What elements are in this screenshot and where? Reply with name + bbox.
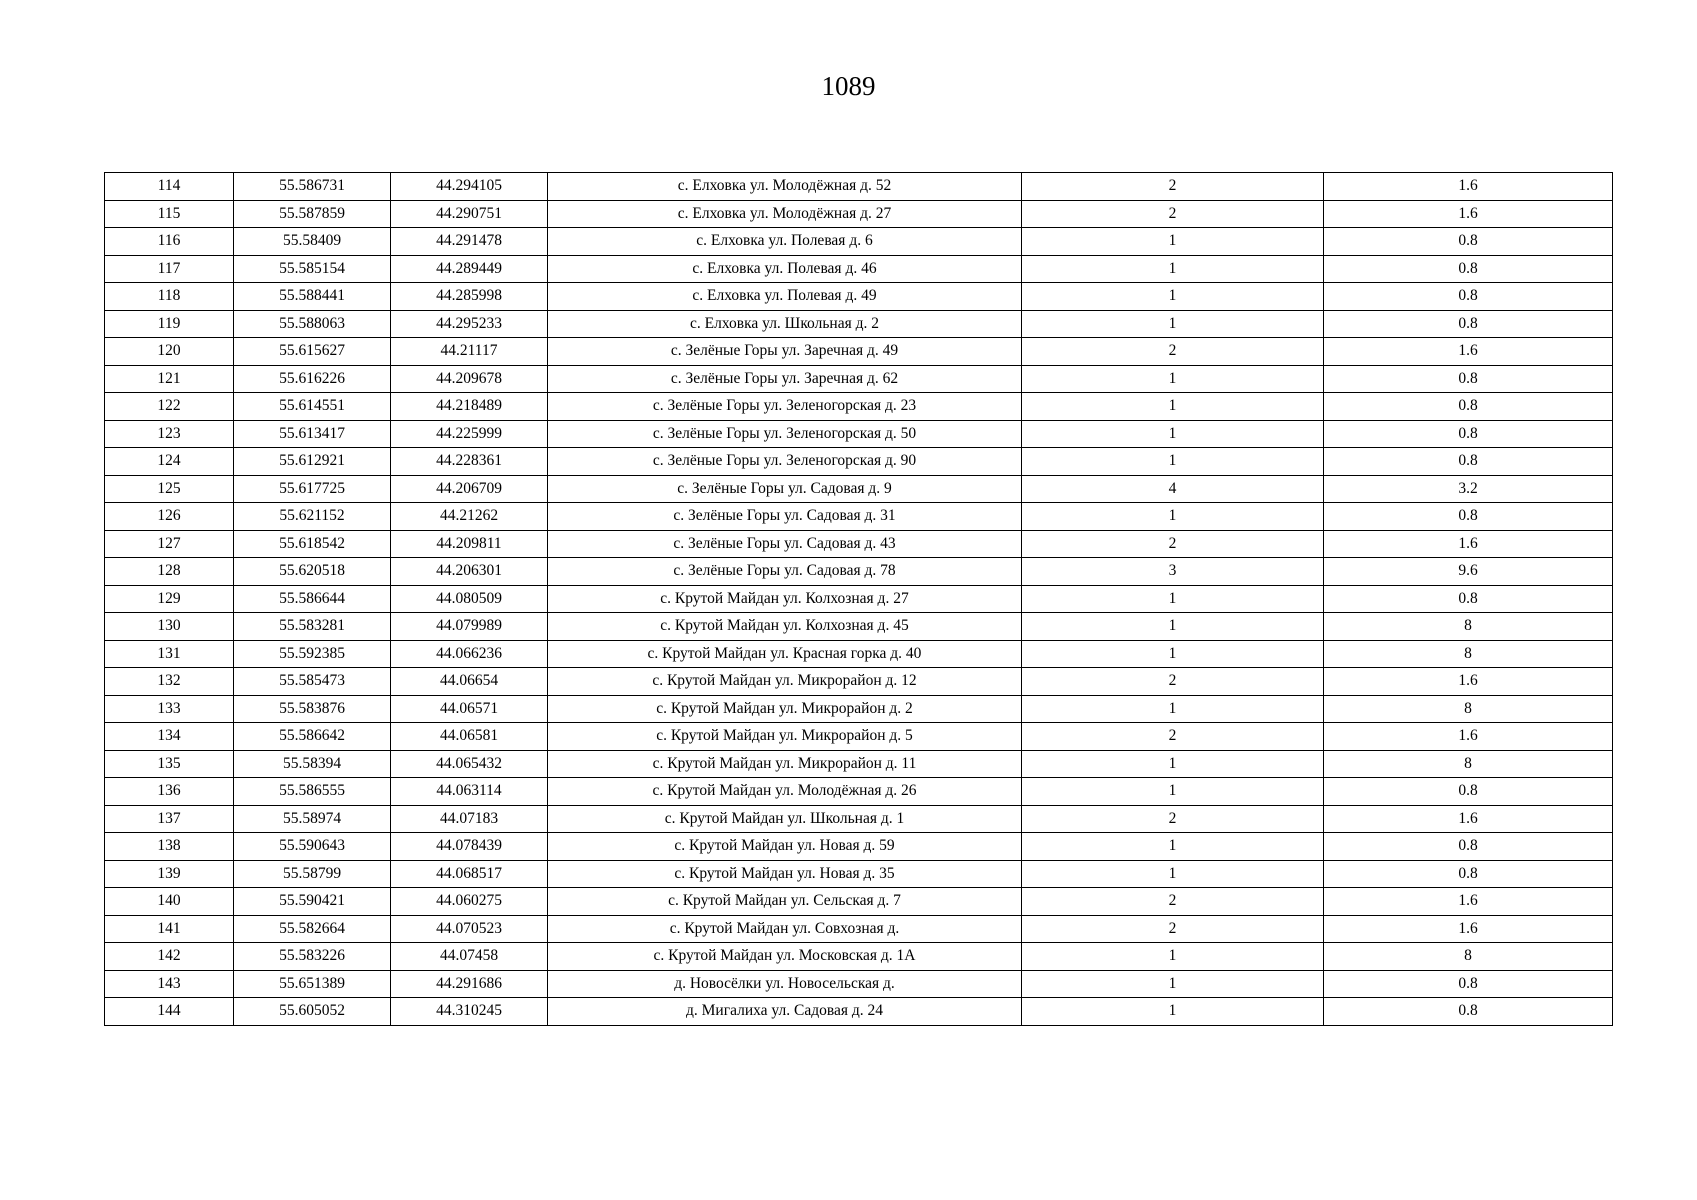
cell-latitude: 55.583876 — [234, 695, 391, 723]
cell-value: 0.8 — [1324, 998, 1613, 1026]
cell-count: 1 — [1022, 393, 1324, 421]
cell-value: 0.8 — [1324, 448, 1613, 476]
cell-latitude: 55.588063 — [234, 310, 391, 338]
cell-longitude: 44.21117 — [391, 338, 548, 366]
table-row — [105, 915, 1613, 943]
cell-latitude: 55.592385 — [234, 640, 391, 668]
table-row — [105, 310, 1613, 338]
cell-address: с. Зелёные Горы ул. Зеленогорская д. 50 — [548, 420, 1022, 448]
cell-count: 1 — [1022, 695, 1324, 723]
cell-value: 1.6 — [1324, 173, 1613, 201]
table-row — [105, 888, 1613, 916]
table-row — [105, 723, 1613, 751]
cell-count: 1 — [1022, 998, 1324, 1026]
table-row — [105, 283, 1613, 311]
cell-longitude: 44.060275 — [391, 888, 548, 916]
cell-count: 1 — [1022, 778, 1324, 806]
cell-longitude: 44.070523 — [391, 915, 548, 943]
table-row — [105, 228, 1613, 256]
cell-longitude: 44.063114 — [391, 778, 548, 806]
cell-index: 126 — [105, 503, 234, 531]
cell-longitude: 44.218489 — [391, 393, 548, 421]
cell-latitude: 55.58394 — [234, 750, 391, 778]
data-table — [104, 172, 1613, 1026]
cell-latitude: 55.58409 — [234, 228, 391, 256]
table-row — [105, 585, 1613, 613]
cell-latitude: 55.585154 — [234, 255, 391, 283]
cell-address: с. Крутой Майдан ул. Московская д. 1А — [548, 943, 1022, 971]
cell-address: с. Зелёные Горы ул. Зеленогорская д. 90 — [548, 448, 1022, 476]
cell-latitude: 55.583226 — [234, 943, 391, 971]
cell-value: 1.6 — [1324, 338, 1613, 366]
table-row — [105, 640, 1613, 668]
cell-index: 139 — [105, 860, 234, 888]
table-row — [105, 200, 1613, 228]
cell-latitude: 55.590421 — [234, 888, 391, 916]
cell-latitude: 55.651389 — [234, 970, 391, 998]
cell-value: 0.8 — [1324, 365, 1613, 393]
cell-index: 141 — [105, 915, 234, 943]
cell-latitude: 55.616226 — [234, 365, 391, 393]
cell-longitude: 44.290751 — [391, 200, 548, 228]
cell-latitude: 55.590643 — [234, 833, 391, 861]
cell-longitude: 44.21262 — [391, 503, 548, 531]
cell-latitude: 55.615627 — [234, 338, 391, 366]
cell-index: 131 — [105, 640, 234, 668]
cell-index: 122 — [105, 393, 234, 421]
cell-count: 1 — [1022, 255, 1324, 283]
cell-longitude: 44.206709 — [391, 475, 548, 503]
cell-count: 2 — [1022, 915, 1324, 943]
table-row — [105, 365, 1613, 393]
table-row — [105, 613, 1613, 641]
table-row — [105, 805, 1613, 833]
table-row — [105, 695, 1613, 723]
cell-address: с. Крутой Майдан ул. Новая д. 35 — [548, 860, 1022, 888]
table-row — [105, 668, 1613, 696]
cell-latitude: 55.620518 — [234, 558, 391, 586]
cell-value: 0.8 — [1324, 778, 1613, 806]
cell-address: с. Зелёные Горы ул. Садовая д. 78 — [548, 558, 1022, 586]
cell-count: 1 — [1022, 283, 1324, 311]
cell-index: 124 — [105, 448, 234, 476]
cell-latitude: 55.585473 — [234, 668, 391, 696]
table-row — [105, 420, 1613, 448]
table-row — [105, 173, 1613, 201]
cell-longitude: 44.289449 — [391, 255, 548, 283]
cell-value: 8 — [1324, 943, 1613, 971]
cell-value: 0.8 — [1324, 970, 1613, 998]
cell-address: с. Крутой Майдан ул. Колхозная д. 27 — [548, 585, 1022, 613]
cell-address: с. Елховка ул. Полевая д. 6 — [548, 228, 1022, 256]
cell-index: 134 — [105, 723, 234, 751]
cell-count: 1 — [1022, 860, 1324, 888]
cell-count: 1 — [1022, 503, 1324, 531]
cell-count: 1 — [1022, 420, 1324, 448]
cell-address: с. Зелёные Горы ул. Садовая д. 9 — [548, 475, 1022, 503]
cell-address: с. Крутой Майдан ул. Микрорайон д. 5 — [548, 723, 1022, 751]
cell-address: с. Крутой Майдан ул. Микрорайон д. 12 — [548, 668, 1022, 696]
cell-count: 2 — [1022, 338, 1324, 366]
cell-count: 1 — [1022, 365, 1324, 393]
cell-longitude: 44.079989 — [391, 613, 548, 641]
cell-index: 123 — [105, 420, 234, 448]
table-row — [105, 530, 1613, 558]
cell-count: 1 — [1022, 640, 1324, 668]
cell-index: 118 — [105, 283, 234, 311]
cell-index: 129 — [105, 585, 234, 613]
cell-latitude: 55.582664 — [234, 915, 391, 943]
cell-latitude: 55.587859 — [234, 200, 391, 228]
cell-value: 1.6 — [1324, 530, 1613, 558]
cell-address: с. Елховка ул. Полевая д. 49 — [548, 283, 1022, 311]
cell-index: 114 — [105, 173, 234, 201]
cell-count: 2 — [1022, 805, 1324, 833]
cell-value: 8 — [1324, 750, 1613, 778]
table-row — [105, 998, 1613, 1026]
cell-latitude: 55.58799 — [234, 860, 391, 888]
cell-address: с. Зелёные Горы ул. Заречная д. 49 — [548, 338, 1022, 366]
cell-index: 133 — [105, 695, 234, 723]
cell-index: 130 — [105, 613, 234, 641]
cell-index: 138 — [105, 833, 234, 861]
cell-latitude: 55.605052 — [234, 998, 391, 1026]
cell-latitude: 55.586555 — [234, 778, 391, 806]
cell-value: 0.8 — [1324, 585, 1613, 613]
table-row — [105, 393, 1613, 421]
cell-address: с. Крутой Майдан ул. Сельская д. 7 — [548, 888, 1022, 916]
cell-longitude: 44.06581 — [391, 723, 548, 751]
cell-longitude: 44.066236 — [391, 640, 548, 668]
cell-latitude: 55.614551 — [234, 393, 391, 421]
cell-latitude: 55.586731 — [234, 173, 391, 201]
cell-value: 0.8 — [1324, 503, 1613, 531]
cell-count: 1 — [1022, 613, 1324, 641]
cell-address: д. Мигалиха ул. Садовая д. 24 — [548, 998, 1022, 1026]
cell-address: с. Елховка ул. Молодёжная д. 52 — [548, 173, 1022, 201]
table-row — [105, 338, 1613, 366]
cell-count: 1 — [1022, 310, 1324, 338]
cell-address: с. Крутой Майдан ул. Красная горка д. 40 — [548, 640, 1022, 668]
table-row — [105, 255, 1613, 283]
cell-address: с. Зелёные Горы ул. Садовая д. 31 — [548, 503, 1022, 531]
cell-count: 1 — [1022, 448, 1324, 476]
cell-longitude: 44.228361 — [391, 448, 548, 476]
cell-value: 1.6 — [1324, 805, 1613, 833]
cell-value: 1.6 — [1324, 723, 1613, 751]
cell-index: 144 — [105, 998, 234, 1026]
cell-address: с. Елховка ул. Школьная д. 2 — [548, 310, 1022, 338]
cell-count: 2 — [1022, 173, 1324, 201]
cell-address: с. Крутой Майдан ул. Новая д. 59 — [548, 833, 1022, 861]
cell-value: 1.6 — [1324, 200, 1613, 228]
cell-count: 1 — [1022, 585, 1324, 613]
cell-index: 143 — [105, 970, 234, 998]
cell-count: 1 — [1022, 750, 1324, 778]
cell-address: с. Крутой Майдан ул. Совхозная д. — [548, 915, 1022, 943]
cell-longitude: 44.07458 — [391, 943, 548, 971]
cell-count: 2 — [1022, 668, 1324, 696]
cell-latitude: 55.583281 — [234, 613, 391, 641]
table-row — [105, 943, 1613, 971]
table-row — [105, 448, 1613, 476]
cell-value: 9.6 — [1324, 558, 1613, 586]
cell-value: 8 — [1324, 640, 1613, 668]
cell-value: 8 — [1324, 613, 1613, 641]
cell-count: 1 — [1022, 228, 1324, 256]
cell-address: д. Новосёлки ул. Новосельская д. — [548, 970, 1022, 998]
table-body — [105, 173, 1613, 1026]
cell-index: 115 — [105, 200, 234, 228]
cell-count: 1 — [1022, 943, 1324, 971]
cell-value: 0.8 — [1324, 310, 1613, 338]
cell-latitude: 55.613417 — [234, 420, 391, 448]
cell-value: 0.8 — [1324, 833, 1613, 861]
cell-longitude: 44.209678 — [391, 365, 548, 393]
cell-address: с. Зелёные Горы ул. Зеленогорская д. 23 — [548, 393, 1022, 421]
cell-index: 125 — [105, 475, 234, 503]
cell-count: 2 — [1022, 888, 1324, 916]
cell-longitude: 44.206301 — [391, 558, 548, 586]
cell-latitude: 55.617725 — [234, 475, 391, 503]
cell-latitude: 55.588441 — [234, 283, 391, 311]
cell-longitude: 44.07183 — [391, 805, 548, 833]
cell-index: 140 — [105, 888, 234, 916]
table-row — [105, 558, 1613, 586]
cell-value: 1.6 — [1324, 888, 1613, 916]
cell-address: с. Крутой Майдан ул. Школьная д. 1 — [548, 805, 1022, 833]
table-row — [105, 833, 1613, 861]
table-row — [105, 503, 1613, 531]
cell-value: 0.8 — [1324, 283, 1613, 311]
table-row — [105, 860, 1613, 888]
cell-index: 137 — [105, 805, 234, 833]
cell-longitude: 44.078439 — [391, 833, 548, 861]
cell-address: с. Крутой Майдан ул. Колхозная д. 45 — [548, 613, 1022, 641]
cell-address: с. Зелёные Горы ул. Заречная д. 62 — [548, 365, 1022, 393]
cell-value: 3.2 — [1324, 475, 1613, 503]
cell-count: 3 — [1022, 558, 1324, 586]
cell-longitude: 44.06571 — [391, 695, 548, 723]
cell-count: 1 — [1022, 970, 1324, 998]
cell-longitude: 44.295233 — [391, 310, 548, 338]
cell-value: 0.8 — [1324, 228, 1613, 256]
cell-value: 0.8 — [1324, 393, 1613, 421]
cell-address: с. Елховка ул. Полевая д. 46 — [548, 255, 1022, 283]
cell-longitude: 44.06654 — [391, 668, 548, 696]
cell-longitude: 44.225999 — [391, 420, 548, 448]
cell-address: с. Крутой Майдан ул. Молодёжная д. 26 — [548, 778, 1022, 806]
cell-index: 127 — [105, 530, 234, 558]
cell-index: 117 — [105, 255, 234, 283]
cell-latitude: 55.618542 — [234, 530, 391, 558]
cell-value: 8 — [1324, 695, 1613, 723]
cell-count: 2 — [1022, 723, 1324, 751]
cell-latitude: 55.621152 — [234, 503, 391, 531]
cell-address: с. Елховка ул. Молодёжная д. 27 — [548, 200, 1022, 228]
cell-longitude: 44.291478 — [391, 228, 548, 256]
cell-index: 128 — [105, 558, 234, 586]
cell-address: с. Крутой Майдан ул. Микрорайон д. 11 — [548, 750, 1022, 778]
cell-value: 1.6 — [1324, 668, 1613, 696]
cell-count: 4 — [1022, 475, 1324, 503]
cell-longitude: 44.068517 — [391, 860, 548, 888]
table-row — [105, 970, 1613, 998]
cell-longitude: 44.285998 — [391, 283, 548, 311]
cell-latitude: 55.58974 — [234, 805, 391, 833]
page-number: 1089 — [821, 71, 876, 101]
cell-index: 132 — [105, 668, 234, 696]
cell-longitude: 44.294105 — [391, 173, 548, 201]
cell-latitude: 55.586644 — [234, 585, 391, 613]
cell-value: 0.8 — [1324, 860, 1613, 888]
cell-value: 0.8 — [1324, 420, 1613, 448]
cell-index: 120 — [105, 338, 234, 366]
cell-index: 119 — [105, 310, 234, 338]
cell-latitude: 55.586642 — [234, 723, 391, 751]
cell-longitude: 44.065432 — [391, 750, 548, 778]
cell-longitude: 44.291686 — [391, 970, 548, 998]
cell-index: 121 — [105, 365, 234, 393]
cell-value: 1.6 — [1324, 915, 1613, 943]
cell-count: 2 — [1022, 200, 1324, 228]
table-row — [105, 750, 1613, 778]
cell-longitude: 44.209811 — [391, 530, 548, 558]
cell-longitude: 44.080509 — [391, 585, 548, 613]
cell-index: 135 — [105, 750, 234, 778]
cell-latitude: 55.612921 — [234, 448, 391, 476]
cell-index: 136 — [105, 778, 234, 806]
cell-count: 2 — [1022, 530, 1324, 558]
cell-count: 1 — [1022, 833, 1324, 861]
cell-address: с. Крутой Майдан ул. Микрорайон д. 2 — [548, 695, 1022, 723]
cell-longitude: 44.310245 — [391, 998, 548, 1026]
cell-index: 142 — [105, 943, 234, 971]
cell-index: 116 — [105, 228, 234, 256]
cell-address: с. Зелёные Горы ул. Садовая д. 43 — [548, 530, 1022, 558]
cell-value: 0.8 — [1324, 255, 1613, 283]
table-row — [105, 475, 1613, 503]
table-row — [105, 778, 1613, 806]
